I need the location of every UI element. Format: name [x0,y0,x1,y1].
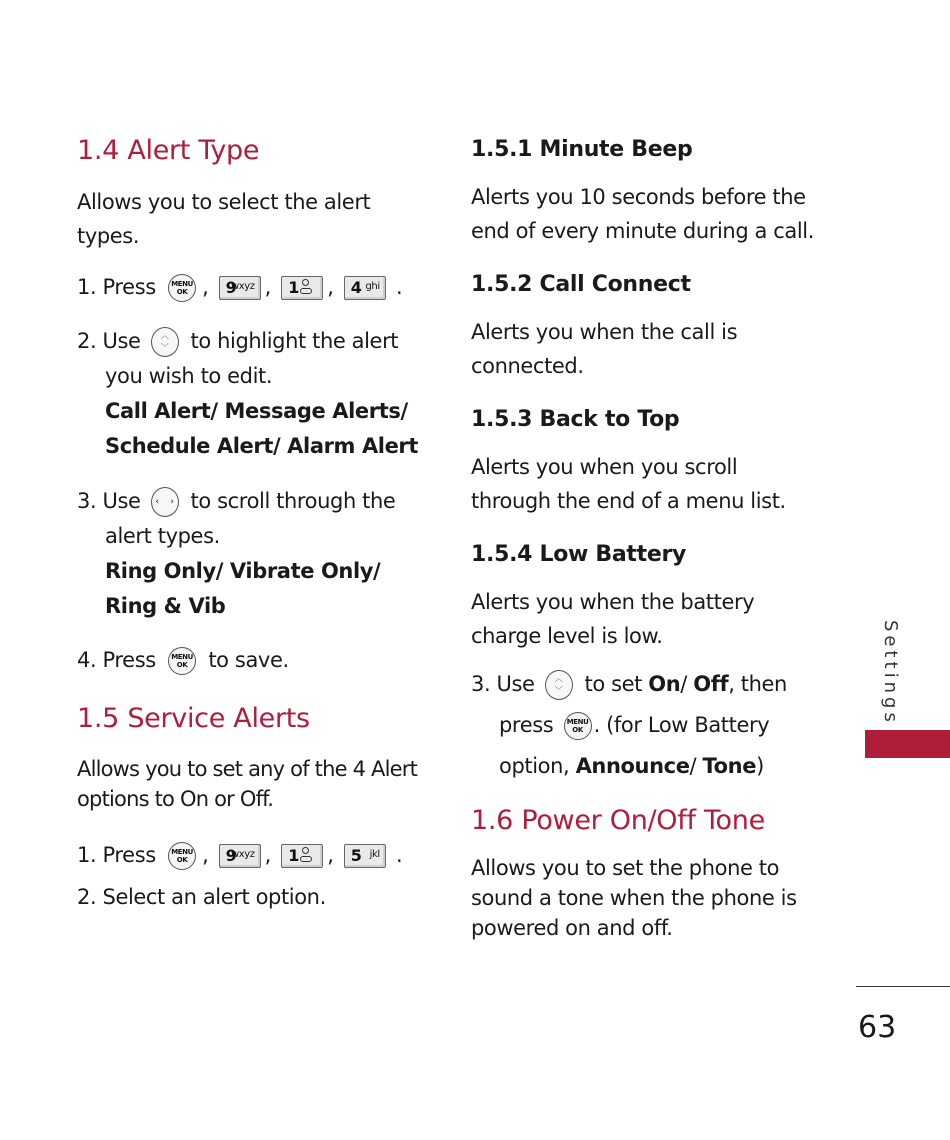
heading-alert-type: 1.4 Alert Type [77,135,260,166]
back-to-top-description: Alerts you when you scroll through the end of a menu list. [471,455,786,513]
page-number: 63 [858,1010,897,1045]
alert-type-step-4: 4. Press MENU OK to save. [77,643,427,678]
service-alerts-step-2: 2. Select an alert option. [77,885,326,909]
service-alerts-step-3: 3. Use ︿ ﹀ to set On/ Off, then press MENU OK . (for Low Battery option, Announce/ Tone) [471,672,787,778]
nav-up-down-icon: ︿ ﹀ [151,327,179,357]
alert-type-description: Allows you to select the alert types. [77,190,371,248]
key-1-voicemail-icon: 1 [281,844,323,868]
key-1-voicemail-icon: 1 [281,276,323,300]
heading-service-alerts: 1.5 Service Alerts [77,703,310,734]
alert-type-step-1: 1. Press MENU OK , 9 wxyz , 1 , 4 ghi . [77,270,427,305]
service-alerts-description: Allows you to set any of the 4 Alert options to On or Off. [77,757,418,811]
key-4-icon: 4 ghi [344,276,386,300]
alert-type-step-3: 3. Use ‹ › to scroll through the alert types. Ring Only/ Vibrate Only/ Ring & Vib [77,484,427,624]
key-9-icon: 9 wxyz [219,276,261,300]
menu-ok-key-icon: MENU OK [168,647,196,675]
heading-call-connect: 1.5.2 Call Connect [471,272,691,297]
section-tab-marker [865,730,950,758]
menu-ok-key-icon: MENU OK [564,712,592,740]
ring-options-line-2: Ring & Vib [105,594,226,618]
heading-back-to-top: 1.5.3 Back to Top [471,407,680,432]
key-9-icon: 9 wxyz [219,844,261,868]
power-tone-description: Allows you to set the phone to sound a tone when the phone is powered on and off. [471,856,797,940]
alert-type-step-2: 2. Use ︿ ﹀ to highlight the alert you wish to edit. Call Alert/ Message Alerts/ Schedule Alert/ Alarm Alert [77,324,427,464]
heading-low-battery: 1.5.4 Low Battery [471,542,687,567]
heading-minute-beep: 1.5.1 Minute Beep [471,137,693,162]
footer-rule [856,986,950,987]
menu-ok-key-icon: MENU OK [168,274,196,302]
voicemail-icon [300,847,312,863]
call-connect-description: Alerts you when the call is connected. [471,320,738,378]
section-side-label: Settings [880,620,901,726]
ring-options-line-1: Ring Only/ Vibrate Only/ [105,559,381,583]
menu-ok-key-icon: MENU OK [168,842,196,870]
low-battery-description: Alerts you when the battery charge level is low. [471,590,755,648]
minute-beep-description: Alerts you 10 seconds before the end of every minute during a call. [471,185,815,243]
service-alerts-step-1: 1. Press MENU OK , 9 wxyz , 1 , 5 jkl . [77,838,427,873]
nav-left-right-icon: ‹ › [151,487,179,517]
alert-options-line-1: Call Alert/ Message Alerts/ [105,399,408,423]
alert-options-line-2: Schedule Alert/ Alarm Alert [105,434,419,458]
voicemail-icon [300,279,312,295]
nav-up-down-icon: ︿ ﹀ [545,670,573,700]
heading-power-tone: 1.6 Power On/Off Tone [471,805,765,836]
key-5-icon: 5 jkl [344,844,386,868]
